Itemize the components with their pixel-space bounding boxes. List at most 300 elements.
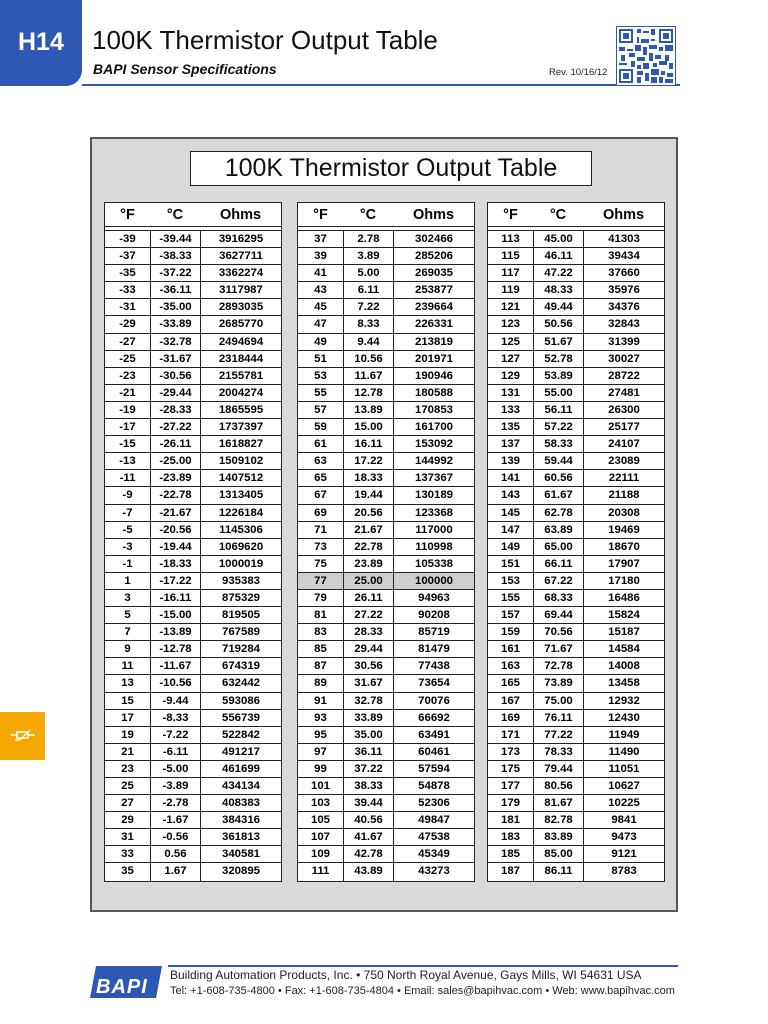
cell-ohms: 37660 bbox=[583, 265, 664, 281]
table-row bbox=[298, 316, 474, 333]
table-row bbox=[105, 761, 281, 778]
table-row bbox=[105, 556, 281, 573]
cell-celsius: 2.78 bbox=[343, 231, 393, 247]
table-row bbox=[105, 658, 281, 675]
cell-celsius: -20.56 bbox=[150, 522, 200, 538]
cell-ohms: 70076 bbox=[393, 693, 474, 709]
cell-celsius: 67.22 bbox=[533, 573, 583, 589]
cell-ohms: 22111 bbox=[583, 470, 664, 486]
cell-ohms: 161700 bbox=[393, 419, 474, 435]
cell-fahrenheit: 47 bbox=[314, 318, 327, 331]
cell-fahrenheit: 13 bbox=[121, 677, 134, 690]
cell-fahrenheit: 143 bbox=[500, 489, 520, 502]
cell-fahrenheit: 9 bbox=[124, 643, 131, 656]
cell-fahrenheit: 91 bbox=[314, 694, 327, 707]
cell-ohms: 408383 bbox=[200, 795, 281, 811]
cell-ohms: 90208 bbox=[393, 607, 474, 623]
cell-fahrenheit: 137 bbox=[500, 438, 520, 451]
cell-ohms: 2318444 bbox=[200, 351, 281, 367]
cell-celsius: -25.00 bbox=[150, 453, 200, 469]
cell-fahrenheit: 187 bbox=[500, 865, 520, 878]
table-column-2 bbox=[297, 202, 475, 882]
table-row bbox=[488, 556, 664, 573]
cell-fahrenheit: 27 bbox=[121, 797, 134, 810]
cell-celsius: 53.89 bbox=[533, 368, 583, 384]
cell-ohms: 875329 bbox=[200, 590, 281, 606]
cell-ohms: 19469 bbox=[583, 522, 664, 538]
cell-celsius: 62.78 bbox=[533, 505, 583, 521]
cell-fahrenheit: 77 bbox=[314, 574, 327, 587]
cell-celsius: 41.67 bbox=[343, 829, 393, 845]
cell-celsius: 23.89 bbox=[343, 556, 393, 572]
table-row bbox=[488, 522, 664, 539]
cell-fahrenheit: 129 bbox=[500, 369, 520, 382]
cell-celsius: 32.78 bbox=[343, 693, 393, 709]
table-row bbox=[298, 778, 474, 795]
cell-fahrenheit: 75 bbox=[314, 557, 327, 570]
cell-ohms: 31399 bbox=[583, 334, 664, 350]
table-row bbox=[105, 778, 281, 795]
cell-celsius: 52.78 bbox=[533, 351, 583, 367]
cell-fahrenheit: 63 bbox=[314, 455, 327, 468]
table-row bbox=[488, 402, 664, 419]
cell-fahrenheit: 117 bbox=[501, 267, 520, 280]
cell-fahrenheit: 159 bbox=[500, 626, 520, 639]
cell-ohms: 73654 bbox=[393, 675, 474, 691]
cell-fahrenheit: 31 bbox=[121, 831, 134, 844]
cell-ohms: 137367 bbox=[393, 470, 474, 486]
cell-celsius: 69.44 bbox=[533, 607, 583, 623]
table-row bbox=[105, 795, 281, 812]
cell-celsius: -17.22 bbox=[150, 573, 200, 589]
cell-ohms: 32843 bbox=[583, 316, 664, 332]
cell-fahrenheit: 111 bbox=[311, 865, 330, 878]
cell-fahrenheit: 71 bbox=[314, 523, 327, 536]
cell-fahrenheit: 123 bbox=[500, 318, 520, 331]
header-ohms: Ohms bbox=[412, 206, 455, 223]
cell-fahrenheit: 23 bbox=[121, 762, 134, 775]
table-row bbox=[488, 299, 664, 316]
table-row bbox=[105, 316, 281, 333]
cell-fahrenheit: 3 bbox=[124, 591, 131, 604]
cell-fahrenheit: 7 bbox=[124, 626, 131, 639]
cell-ohms: 41303 bbox=[583, 231, 664, 247]
cell-fahrenheit: -23 bbox=[119, 369, 136, 382]
cell-celsius: 25.00 bbox=[343, 573, 393, 589]
cell-ohms: 66692 bbox=[393, 710, 474, 726]
cell-fahrenheit: 157 bbox=[500, 609, 520, 622]
table-row bbox=[298, 658, 474, 675]
cell-ohms: 239664 bbox=[393, 299, 474, 315]
cell-ohms: 1737397 bbox=[200, 419, 281, 435]
cell-celsius: 6.11 bbox=[343, 282, 393, 298]
cell-ohms: 14584 bbox=[583, 641, 664, 657]
section-code: H14 bbox=[18, 28, 64, 56]
cell-ohms: 180588 bbox=[393, 385, 474, 401]
cell-ohms: 57594 bbox=[393, 761, 474, 777]
column-header bbox=[488, 203, 664, 227]
cell-ohms: 522842 bbox=[200, 727, 281, 743]
table-row bbox=[298, 265, 474, 282]
cell-fahrenheit: -7 bbox=[122, 506, 133, 519]
cell-ohms: 11051 bbox=[583, 761, 664, 777]
cell-celsius: -23.89 bbox=[150, 470, 200, 486]
cell-celsius: -10.56 bbox=[150, 675, 200, 691]
cell-fahrenheit: -33 bbox=[119, 284, 136, 297]
cell-fahrenheit: 11 bbox=[121, 660, 134, 673]
table-row bbox=[298, 231, 474, 248]
cell-celsius: 58.33 bbox=[533, 436, 583, 452]
cell-ohms: 60461 bbox=[393, 744, 474, 760]
cell-ohms: 3362274 bbox=[200, 265, 281, 281]
cell-ohms: 632442 bbox=[200, 675, 281, 691]
table-row bbox=[298, 419, 474, 436]
page-subtitle: BAPI Sensor Specifications bbox=[93, 61, 277, 77]
cell-ohms: 94963 bbox=[393, 590, 474, 606]
table-row bbox=[488, 693, 664, 710]
cell-celsius: -16.11 bbox=[150, 590, 200, 606]
table-row bbox=[488, 265, 664, 282]
table-row bbox=[105, 402, 281, 419]
cell-fahrenheit: 177 bbox=[500, 780, 520, 792]
cell-fahrenheit: 1 bbox=[124, 574, 131, 587]
cell-fahrenheit: 167 bbox=[500, 694, 520, 707]
cell-fahrenheit: -35 bbox=[119, 267, 136, 280]
cell-ohms: 63491 bbox=[393, 727, 474, 743]
table-row bbox=[105, 470, 281, 487]
table-row bbox=[298, 487, 474, 504]
cell-fahrenheit: -19 bbox=[119, 403, 136, 416]
table-row bbox=[105, 419, 281, 436]
cell-fahrenheit: 155 bbox=[500, 591, 520, 604]
cell-ohms: 34376 bbox=[583, 299, 664, 315]
cell-celsius: 39.44 bbox=[343, 795, 393, 811]
cell-celsius: 10.56 bbox=[343, 351, 393, 367]
cell-ohms: 2494694 bbox=[200, 334, 281, 350]
cell-ohms: 15187 bbox=[583, 624, 664, 640]
cell-fahrenheit: 93 bbox=[314, 711, 327, 724]
cell-fahrenheit: 179 bbox=[500, 797, 520, 810]
cell-ohms: 11490 bbox=[583, 744, 664, 760]
cell-celsius: 11.67 bbox=[343, 368, 393, 384]
cell-celsius: 13.89 bbox=[343, 402, 393, 418]
cell-ohms: 2155781 bbox=[200, 368, 281, 384]
cell-ohms: 26300 bbox=[583, 402, 664, 418]
table-row bbox=[488, 351, 664, 368]
cell-ohms: 767589 bbox=[200, 624, 281, 640]
cell-ohms: 3627711 bbox=[200, 248, 281, 264]
table-row bbox=[105, 505, 281, 522]
cell-ohms: 153092 bbox=[393, 436, 474, 452]
cell-celsius: 22.78 bbox=[343, 539, 393, 555]
table-row bbox=[488, 573, 664, 590]
cell-celsius: 37.22 bbox=[343, 761, 393, 777]
cell-celsius: 28.33 bbox=[343, 624, 393, 640]
cell-ohms: 85719 bbox=[393, 624, 474, 640]
cell-fahrenheit: 95 bbox=[314, 728, 327, 741]
cell-fahrenheit: 33 bbox=[121, 848, 134, 861]
table-row bbox=[105, 282, 281, 299]
table-row bbox=[105, 248, 281, 265]
table-row bbox=[298, 248, 474, 265]
cell-fahrenheit: 169 bbox=[500, 711, 520, 724]
cell-fahrenheit: -21 bbox=[119, 386, 136, 399]
table-row bbox=[488, 487, 664, 504]
cell-ohms: 28722 bbox=[583, 368, 664, 384]
cell-fahrenheit: 185 bbox=[500, 848, 520, 861]
table-row bbox=[298, 607, 474, 624]
cell-ohms: 1000019 bbox=[200, 556, 281, 572]
cell-fahrenheit: 147 bbox=[500, 523, 520, 536]
cell-ohms: 54878 bbox=[393, 778, 474, 794]
table-row bbox=[105, 641, 281, 658]
cell-celsius: 85.00 bbox=[533, 846, 583, 862]
cell-fahrenheit: 165 bbox=[500, 677, 520, 690]
table-row bbox=[298, 299, 474, 316]
table-row bbox=[105, 829, 281, 846]
cell-ohms: 340581 bbox=[200, 846, 281, 862]
cell-celsius: -37.22 bbox=[150, 265, 200, 281]
table-row bbox=[105, 487, 281, 504]
table-row bbox=[105, 368, 281, 385]
table-row bbox=[298, 710, 474, 727]
table-row bbox=[298, 351, 474, 368]
table-row bbox=[298, 334, 474, 351]
cell-celsius: 63.89 bbox=[533, 522, 583, 538]
cell-ohms: 43273 bbox=[393, 863, 474, 880]
cell-ohms: 1069620 bbox=[200, 539, 281, 555]
table-row bbox=[488, 727, 664, 744]
table-row bbox=[105, 846, 281, 863]
cell-fahrenheit: 39 bbox=[314, 250, 327, 263]
cell-celsius: -28.33 bbox=[150, 402, 200, 418]
header-fahrenheit: °F bbox=[503, 206, 518, 223]
cell-ohms: 9841 bbox=[583, 812, 664, 828]
cell-fahrenheit: 125 bbox=[500, 335, 520, 348]
cell-ohms: 100000 bbox=[393, 573, 474, 589]
cell-celsius: 43.89 bbox=[343, 863, 393, 880]
header-celsius: °C bbox=[166, 206, 184, 223]
cell-fahrenheit: -5 bbox=[122, 523, 133, 536]
table-row bbox=[488, 282, 664, 299]
cell-ohms: 361813 bbox=[200, 829, 281, 845]
header-ohms: Ohms bbox=[602, 206, 645, 223]
cell-celsius: -15.00 bbox=[150, 607, 200, 623]
cell-ohms: 11949 bbox=[583, 727, 664, 743]
cell-fahrenheit: 57 bbox=[314, 403, 327, 416]
cell-ohms: 253877 bbox=[393, 282, 474, 298]
cell-fahrenheit: 173 bbox=[500, 745, 520, 758]
cell-celsius: 77.22 bbox=[533, 727, 583, 743]
table-row bbox=[105, 744, 281, 761]
cell-fahrenheit: 163 bbox=[500, 660, 520, 673]
cell-fahrenheit: 105 bbox=[310, 814, 330, 827]
cell-celsius: 82.78 bbox=[533, 812, 583, 828]
table-row bbox=[105, 265, 281, 282]
cell-celsius: 75.00 bbox=[533, 693, 583, 709]
table-row bbox=[105, 812, 281, 829]
cell-fahrenheit: 79 bbox=[314, 591, 327, 604]
cell-celsius: -19.44 bbox=[150, 539, 200, 555]
cell-fahrenheit: 99 bbox=[314, 762, 327, 775]
cell-fahrenheit: 145 bbox=[500, 506, 520, 519]
table-row bbox=[488, 863, 664, 880]
cell-celsius: 73.89 bbox=[533, 675, 583, 691]
thermistor-table-panel bbox=[90, 137, 678, 912]
table-row bbox=[488, 419, 664, 436]
cell-celsius: 86.11 bbox=[533, 863, 583, 880]
cell-ohms: 201971 bbox=[393, 351, 474, 367]
cell-celsius: 21.67 bbox=[343, 522, 393, 538]
cell-fahrenheit: 133 bbox=[500, 403, 520, 416]
table-row bbox=[488, 658, 664, 675]
cell-ohms: 45349 bbox=[393, 846, 474, 862]
cell-celsius: 9.44 bbox=[343, 334, 393, 350]
table-row bbox=[298, 522, 474, 539]
table-row bbox=[298, 675, 474, 692]
cell-ohms: 320895 bbox=[200, 863, 281, 880]
table-row bbox=[105, 299, 281, 316]
table-row bbox=[105, 863, 281, 880]
cell-celsius: 8.33 bbox=[343, 316, 393, 332]
cell-celsius: -27.22 bbox=[150, 419, 200, 435]
cell-ohms: 9473 bbox=[583, 829, 664, 845]
cell-celsius: 46.11 bbox=[533, 248, 583, 264]
cell-celsius: -13.89 bbox=[150, 624, 200, 640]
cell-celsius: -33.89 bbox=[150, 316, 200, 332]
cell-fahrenheit: -37 bbox=[119, 250, 136, 263]
cell-fahrenheit: 51 bbox=[314, 352, 327, 365]
cell-ohms: 12932 bbox=[583, 693, 664, 709]
cell-celsius: 65.00 bbox=[533, 539, 583, 555]
cell-fahrenheit: 135 bbox=[500, 421, 520, 434]
cell-celsius: -30.56 bbox=[150, 368, 200, 384]
cell-ohms: 8783 bbox=[583, 863, 664, 880]
table-row bbox=[105, 522, 281, 539]
table-row bbox=[488, 641, 664, 658]
cell-ohms: 461699 bbox=[200, 761, 281, 777]
table-row bbox=[298, 727, 474, 744]
table-row bbox=[488, 248, 664, 265]
cell-ohms: 2893035 bbox=[200, 299, 281, 315]
cell-fahrenheit: 65 bbox=[314, 472, 327, 485]
cell-fahrenheit: 43 bbox=[314, 284, 327, 297]
cell-celsius: -29.44 bbox=[150, 385, 200, 401]
cell-celsius: 42.78 bbox=[343, 846, 393, 862]
cell-celsius: 68.33 bbox=[533, 590, 583, 606]
cell-celsius: -32.78 bbox=[150, 334, 200, 350]
cell-celsius: 45.00 bbox=[533, 231, 583, 247]
table-row bbox=[298, 470, 474, 487]
cell-ohms: 935383 bbox=[200, 573, 281, 589]
cell-celsius: 57.22 bbox=[533, 419, 583, 435]
footer-divider bbox=[168, 965, 678, 967]
cell-fahrenheit: -1 bbox=[122, 557, 133, 570]
table-row bbox=[105, 231, 281, 248]
cell-fahrenheit: -27 bbox=[119, 335, 136, 348]
cell-celsius: -31.67 bbox=[150, 351, 200, 367]
cell-ohms: 144992 bbox=[393, 453, 474, 469]
cell-ohms: 3117987 bbox=[200, 282, 281, 298]
table-row bbox=[488, 334, 664, 351]
column-header bbox=[298, 203, 474, 227]
bapi-logo-text: BAPI bbox=[96, 976, 148, 998]
cell-ohms: 17180 bbox=[583, 573, 664, 589]
cell-fahrenheit: 73 bbox=[314, 540, 327, 553]
cell-ohms: 1618827 bbox=[200, 436, 281, 452]
cell-celsius: 35.00 bbox=[343, 727, 393, 743]
table-row bbox=[105, 693, 281, 710]
table-row bbox=[105, 675, 281, 692]
cell-celsius: 17.22 bbox=[343, 453, 393, 469]
cell-celsius: 61.67 bbox=[533, 487, 583, 503]
cell-ohms: 105338 bbox=[393, 556, 474, 572]
table-row bbox=[298, 761, 474, 778]
cell-celsius: 31.67 bbox=[343, 675, 393, 691]
cell-ohms: 23089 bbox=[583, 453, 664, 469]
cell-fahrenheit: 175 bbox=[500, 762, 520, 775]
cell-celsius: -0.56 bbox=[150, 829, 200, 845]
cell-celsius: 40.56 bbox=[343, 812, 393, 828]
table-title: 100K Thermistor Output Table bbox=[190, 151, 592, 186]
cell-fahrenheit: 29 bbox=[121, 814, 134, 827]
cell-celsius: -3.89 bbox=[150, 778, 200, 794]
cell-ohms: 17907 bbox=[583, 556, 664, 572]
table-column-3 bbox=[487, 202, 665, 882]
cell-ohms: 15824 bbox=[583, 607, 664, 623]
cell-fahrenheit: 55 bbox=[314, 386, 327, 399]
table-row bbox=[488, 316, 664, 333]
cell-fahrenheit: -29 bbox=[119, 318, 136, 331]
cell-ohms: 24107 bbox=[583, 436, 664, 452]
cell-fahrenheit: 119 bbox=[501, 284, 520, 297]
qr-code-icon[interactable] bbox=[616, 26, 676, 86]
table-row bbox=[105, 727, 281, 744]
table-row bbox=[488, 744, 664, 761]
table-row bbox=[488, 761, 664, 778]
cell-celsius: 20.56 bbox=[343, 505, 393, 521]
cell-ohms: 556739 bbox=[200, 710, 281, 726]
cell-celsius: 83.89 bbox=[533, 829, 583, 845]
table-row bbox=[488, 590, 664, 607]
cell-celsius: -1.67 bbox=[150, 812, 200, 828]
cell-celsius: -9.44 bbox=[150, 693, 200, 709]
cell-celsius: 47.22 bbox=[533, 265, 583, 281]
table-row bbox=[298, 812, 474, 829]
column-header bbox=[105, 203, 281, 227]
cell-celsius: -38.33 bbox=[150, 248, 200, 264]
cell-fahrenheit: 61 bbox=[314, 438, 327, 451]
cell-celsius: 30.56 bbox=[343, 658, 393, 674]
header-celsius: °C bbox=[359, 206, 377, 223]
table-row bbox=[298, 863, 474, 880]
section-tab bbox=[0, 0, 82, 86]
cell-fahrenheit: 21 bbox=[121, 745, 134, 758]
cell-fahrenheit: 81 bbox=[314, 609, 327, 622]
cell-ohms: 819505 bbox=[200, 607, 281, 623]
cell-ohms: 2685770 bbox=[200, 316, 281, 332]
cell-celsius: -22.78 bbox=[150, 487, 200, 503]
cell-ohms: 285206 bbox=[393, 248, 474, 264]
page-title: 100K Thermistor Output Table bbox=[92, 25, 438, 55]
header-celsius: °C bbox=[549, 206, 567, 223]
table-row bbox=[298, 402, 474, 419]
cell-celsius: 19.44 bbox=[343, 487, 393, 503]
cell-fahrenheit: 15 bbox=[121, 694, 134, 707]
table-row bbox=[105, 710, 281, 727]
table-row bbox=[488, 368, 664, 385]
table-row bbox=[298, 282, 474, 299]
